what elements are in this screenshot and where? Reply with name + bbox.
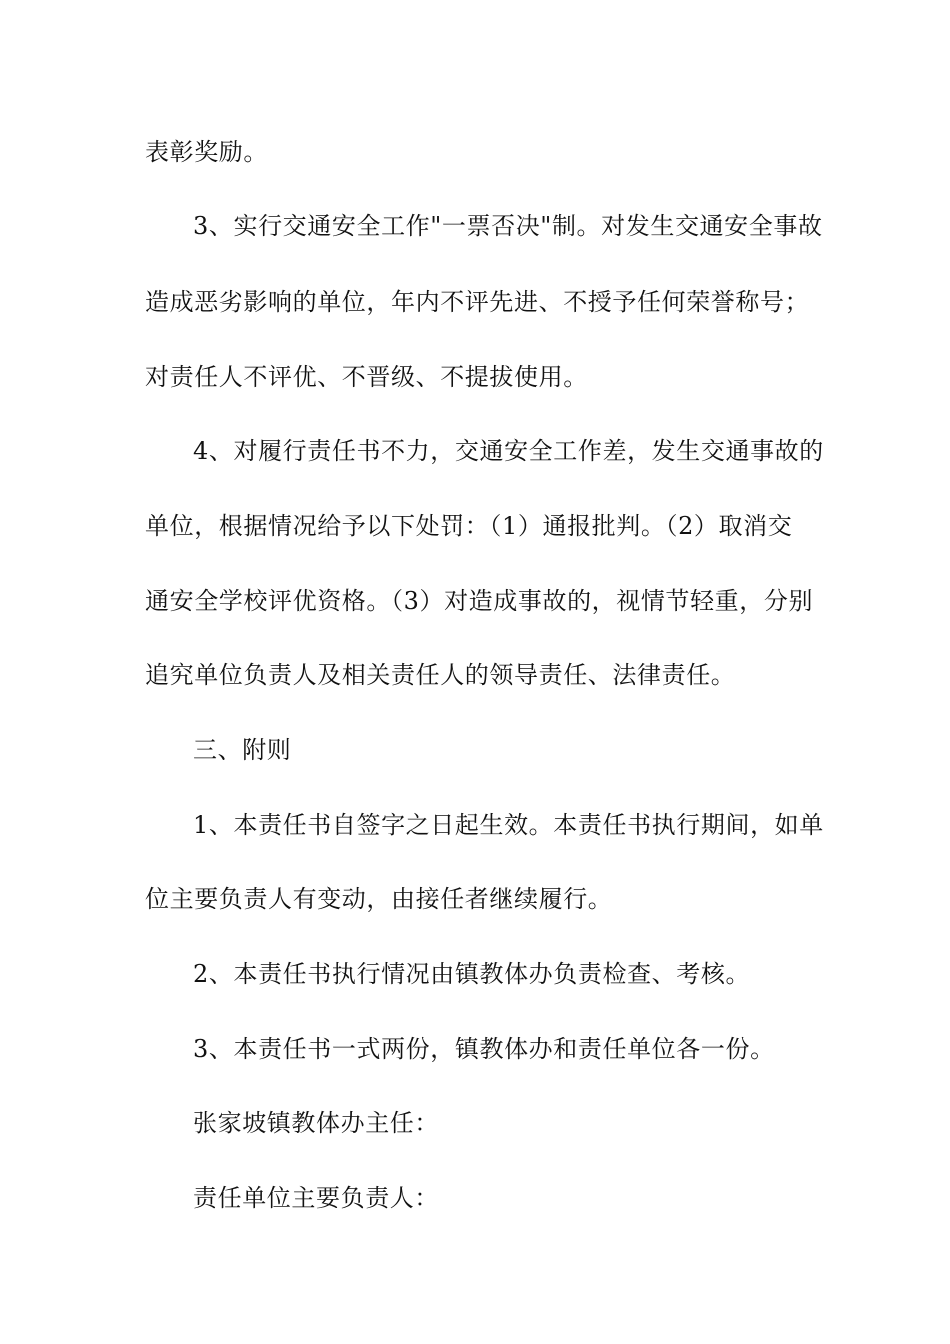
text-line-11: 位主要负责人有变动，由接任者继续履行。 bbox=[145, 885, 613, 913]
text-line-12: 2、本责任书执行情况由镇教体办负责检查、考核。 bbox=[193, 960, 751, 988]
text-line-3: 造成恶劣影响的单位，年内不评先进、不授予任何荣誉称号； bbox=[145, 288, 810, 316]
text-line-10: 1、本责任书自签字之日起生效。本责任书执行期间，如单 bbox=[193, 811, 824, 839]
signature-line-unit-head: 责任单位主要负责人： bbox=[193, 1184, 439, 1212]
text-line-8: 追究单位负责人及相关责任人的领导责任、法律责任。 bbox=[145, 661, 736, 689]
text-line-2: 3、实行交通安全工作"一票否决"制。对发生交通安全事故 bbox=[193, 212, 823, 240]
section-heading-appendix: 三、附则 bbox=[193, 736, 292, 764]
text-line-4: 对责任人不评优、不晋级、不提拔使用。 bbox=[145, 363, 588, 391]
text-line-5: 4、对履行责任书不力，交通安全工作差，发生交通事故的 bbox=[193, 437, 824, 465]
text-line-13: 3、本责任书一式两份，镇教体办和责任单位各一份。 bbox=[193, 1035, 775, 1063]
text-line-6: 单位，根据情况给予以下处罚：（1）通报批判。（2）取消交 bbox=[145, 512, 793, 540]
signature-line-director: 张家坡镇教体办主任： bbox=[193, 1109, 439, 1137]
text-line-1: 表彰奖励。 bbox=[145, 138, 268, 166]
text-line-7: 通安全学校评优资格。（3）对造成事故的，视情节轻重，分别 bbox=[145, 587, 814, 615]
